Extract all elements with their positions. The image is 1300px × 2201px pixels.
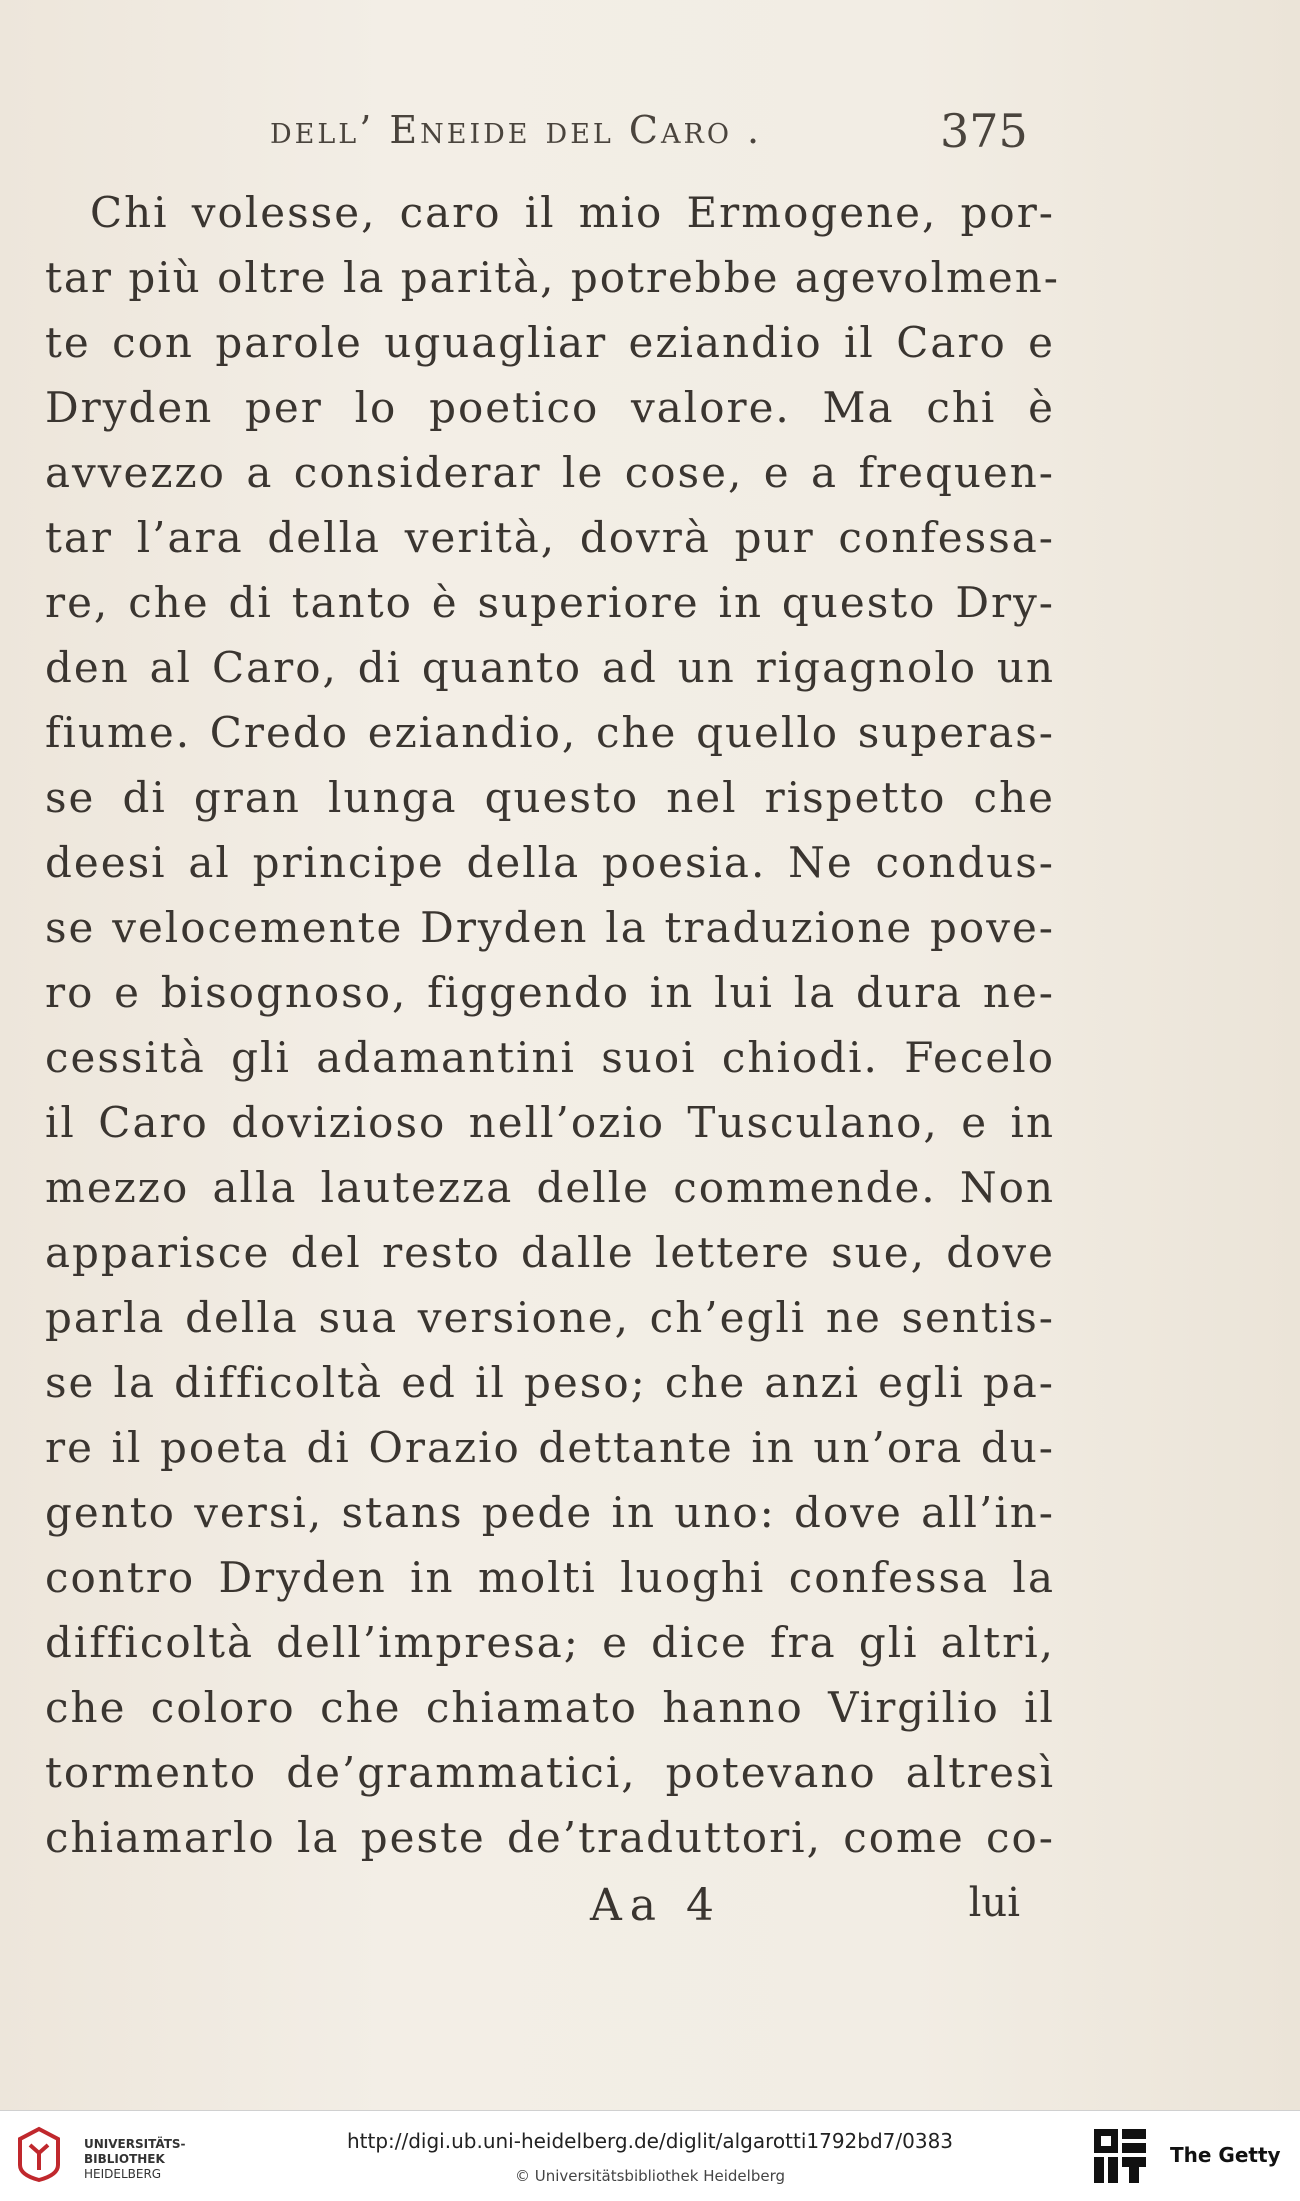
library-logo[interactable] <box>14 2125 186 2187</box>
library-name-line: HEIDELBERG <box>84 2167 162 2181</box>
signature-mark: Aa 4 <box>590 1880 722 1931</box>
library-name-line: UNIVERSITÄTS- <box>84 2137 186 2151</box>
text-line: apparisce del resto dalle lettere sue, dove <box>45 1228 1055 1277</box>
text-line: cessità gli adamantini suoi chiodi. Fecelo <box>45 1033 1055 1082</box>
text-line: chiamarlo la peste de’traduttori, come co- <box>45 1813 1055 1862</box>
text-line: se la difficoltà ed il peso; che anzi egli pa- <box>45 1358 1055 1407</box>
catchword: lui <box>968 1880 1020 1926</box>
getty-logo-icon[interactable] <box>1092 2127 1148 2185</box>
text-line: il Caro dovizioso nell’ozio Tusculano, e in <box>45 1098 1055 1147</box>
text-line: Dryden per lo poetico valore. Ma chi è <box>45 383 1055 432</box>
text-line: che coloro che chiamato hanno Virgilio il <box>45 1683 1055 1732</box>
text-line: se velocemente Dryden la traduzione pove- <box>45 903 1055 952</box>
text-line: deesi al principe della poesia. Ne condus- <box>45 838 1055 887</box>
partner-name: The Getty <box>1170 2143 1281 2167</box>
text-line: tar più oltre la parità, potrebbe agevolmen- <box>45 253 1060 302</box>
text-line: ro e bisognoso, figgendo in lui la dura ne- <box>45 968 1055 1017</box>
permalink-url[interactable]: http://digi.ub.uni-heidelberg.de/diglit/algarotti1792bd7/0383 <box>346 2129 954 2153</box>
text-line: tar l’ara della verità, dovrà pur confessa- <box>45 513 1055 562</box>
text-line: difficoltà dell’impresa; e dice fra gli altri, <box>45 1618 1055 1667</box>
text-line: gento versi, stans pede in uno: dove all’in- <box>45 1488 1055 1537</box>
text-line: den al Caro, di quanto ad un rigagnolo un <box>45 643 1055 692</box>
text-line: fiume. Credo eziandio, che quello superas- <box>45 708 1055 757</box>
text-line: contro Dryden in molti luoghi confessa la <box>45 1553 1055 1602</box>
viewer-footer <box>0 2110 1300 2201</box>
page-number: 375 <box>940 104 1028 158</box>
text-line: avvezzo a considerar le cose, e a frequen- <box>45 448 1055 497</box>
text-line: Chi volesse, caro il mio Ermogene, por- <box>90 188 1055 237</box>
text-line: re il poeta di Orazio dettante in un’ora du- <box>45 1423 1055 1472</box>
catchline <box>590 1880 1020 1940</box>
running-head: dell’ Eneide del Caro . <box>270 108 763 152</box>
text-line: se di gran lunga questo nel rispetto che <box>45 773 1055 822</box>
body-text <box>45 180 1060 1870</box>
text-line: te con parole uguagliar eziandio il Caro e <box>45 318 1055 367</box>
text-line: parla della sua versione, ch’egli ne sentis- <box>45 1293 1055 1342</box>
library-name-line: BIBLIOTHEK <box>84 2152 165 2166</box>
text-line: mezzo alla lautezza delle commende. Non <box>45 1163 1055 1212</box>
university-library-heidelberg-logo-icon <box>14 2125 64 2183</box>
text-line: re, che di tanto è superiore in questo Dry- <box>45 578 1055 627</box>
copyright-notice: © Universitätsbibliothek Heidelberg <box>514 2167 785 2185</box>
text-line: tormento de’grammatici, potevano altresì <box>45 1748 1055 1797</box>
library-name <box>84 2137 186 2182</box>
